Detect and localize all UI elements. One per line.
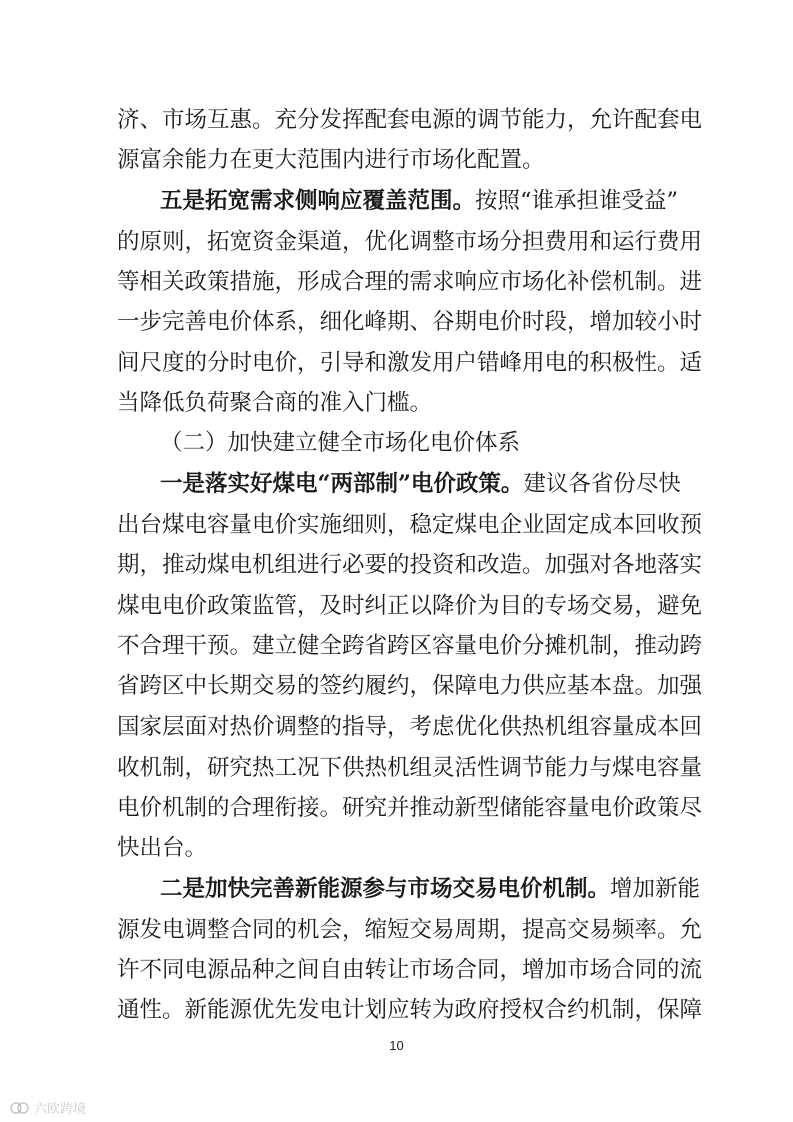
body-line: 间尺度的分时电价，引导和激发用户错峰用电的积极性。适 <box>117 350 703 376</box>
body-line: 省跨区中长期交易的签约履约，保障电力供应基本盘。加强 <box>117 673 703 699</box>
body-line: 济、市场互惠。充分发挥配套电源的调节能力，允许配套电 <box>117 107 703 133</box>
body-line: 不合理干预。建立健全跨省跨区容量电价分摊机制，推动跨 <box>117 633 703 659</box>
page-number: 10 <box>389 1038 404 1053</box>
watermark-text: 六欧跨境 <box>34 1102 87 1117</box>
body-line: 期，推动煤电机组进行必要的投资和改造。加强对各地落实 <box>117 552 703 578</box>
subsection-heading: （二）加快建立健全市场化电价体系 <box>160 430 521 456</box>
body-line: 的原则，拓宽资金渠道，优化调整市场分担费用和运行费用 <box>117 229 703 255</box>
body-line: 等相关政策措施，形成合理的需求响应市场化补偿机制。进 <box>117 269 703 295</box>
body-line: 许不同电源品种之间自由转让市场合同，增加市场合同的流 <box>117 957 703 983</box>
body-line: 收机制，研究热工况下供热机组灵活性调节能力与煤电容量 <box>117 755 703 781</box>
body-line: 煤电电价政策监管，及时纠正以降价为目的专场交易，避免 <box>117 593 703 619</box>
body-line: 源发电调整合同的机会，缩短交易周期，提高交易频率。允 <box>117 917 703 943</box>
body-line: 一步完善电价体系，细化峰期、谷期电价时段，增加较小时 <box>117 309 703 335</box>
body-line: 当降低负荷聚合商的准入门槛。 <box>117 390 433 416</box>
bold-lead: 二是加快完善新能源参与市场交易电价机制。 <box>160 876 611 902</box>
body-line: 源富余能力在更大范围内进行市场化配置。 <box>117 147 545 173</box>
section-lead-line: 一是落实好煤电“两部制”电价政策。建议各省份尽快 <box>160 471 681 497</box>
section-lead-line: 二是加快完善新能源参与市场交易电价机制。增加新能 <box>160 876 701 902</box>
watermark <box>10 1098 86 1117</box>
bold-lead: 五是拓宽需求侧响应覆盖范围。 <box>160 188 476 214</box>
body-line: 国家层面对热价调整的指导，考虑优化供热机组容量成本回 <box>117 714 703 740</box>
body-line: 电价机制的合理衔接。研究并推动新型储能容量电价政策尽 <box>117 795 703 821</box>
body-line: 快出台。 <box>117 835 208 861</box>
bold-lead: 一是落实好煤电“两部制”电价政策。 <box>160 471 524 497</box>
section-lead-line: 五是拓宽需求侧响应覆盖范围。按照“谁承担谁受益” <box>160 188 679 214</box>
body-line: 通性。新能源优先发电计划应转为政府授权合约机制，保障 <box>117 997 703 1023</box>
watermark-logo-icon <box>10 1101 30 1115</box>
body-line: 出台煤电容量电价实施细则，稳定煤电企业固定成本回收预 <box>117 512 703 538</box>
